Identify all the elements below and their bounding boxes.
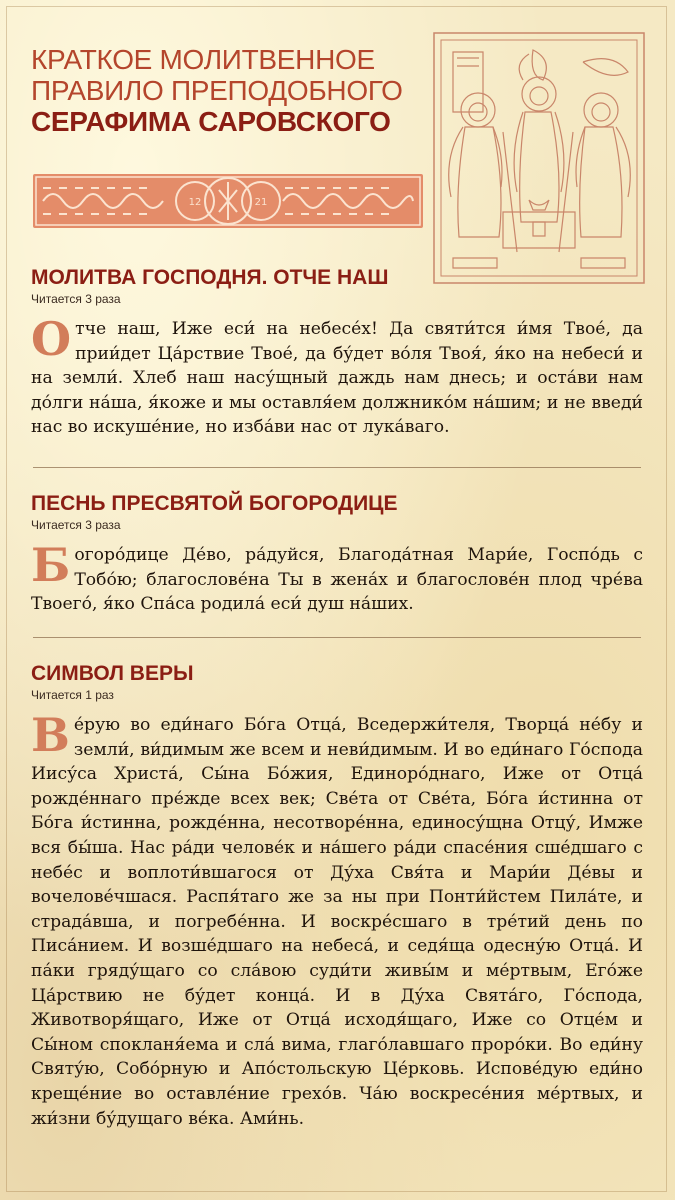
page-title	[31, 44, 431, 137]
section-subtitle: Читается 3 раза	[31, 292, 121, 306]
section-subtitle: Читается 1 раз	[31, 688, 114, 702]
section-creed	[31, 662, 643, 702]
ornament-band	[33, 174, 423, 228]
section-theotokos-hymn	[31, 492, 643, 532]
title-line-2: ПРАВИЛО ПРЕПОДОБНОГО	[31, 75, 403, 106]
prayer-text-theotokos	[31, 538, 643, 617]
prayer-text-creed	[31, 708, 643, 1131]
ornament-left-num: 12	[188, 197, 202, 208]
prayer-text-lords-prayer	[31, 312, 643, 440]
prayer-body: е́рую во еди́наго Бо́га Отца́, Вседержи́теля, Творца́ не́бу и земли́, ви́димым же всем и неви́димым. И во еди́наго Го́спода Иису́са Христа́, Сы́на Бо́жия, Единоро́днаго, Иже от Отца́ рожде́ннаго пре́жде всех век; Све́та от Све́та, Бо́га и́стинна от Бо́га и́стинна, рожде́нна, несотворе́нна, единосу́щна Отцу́, Имже вся бы́ша. Нас ра́ди челове́к и на́шего ра́ди спасе́ния сше́дшаго с небе́с и воплоти́вшагося от Ду́ха Свя́та и Мари́и Де́вы и вочелове́чшася. Распя́таго же за ны при Понти́йстем Пила́те, и страда́вша, и погребе́нна. И воскре́сшаго в тре́тий день по Писа́нием. И возше́дшаго на небеса́, и седя́ща одесну́ю Отца́. И па́ки гряду́щаго со сла́вою суди́ти живы́м и ме́ртвым, Его́же Ца́рствию не бу́дет конца́. И в Ду́ха Свята́го, Го́спода, Животворя́щаго, Иже от Отца́ исходя́щаго, Иже со Отце́м и Сы́ном спокланя́ема и сла́ вима, глаго́лавшаго проро́ки. Во еди́ну Святу́ю, Собо́рную и Апо́стольскую Це́рковь. Испове́дую еди́но креще́ние во оставле́ние грехо́в. Ча́ю воскресе́ния ме́ртвых, и жи́зни бу́дущаго ве́ка. Ами́нь.	[31, 715, 643, 1129]
prayer-body: огоро́дице Де́во, ра́дуйся, Благода́тная Мари́е, Госпо́дь с Тобо́ю; благослове́на Ты в жена́х и благослове́н плод чре́ва Твоего́, я́ко Спа́са родила́ еси́ душ на́ших.	[31, 545, 643, 615]
title-line-1: КРАТКОЕ МОЛИТВЕННОЕ	[31, 44, 375, 75]
section-lords-prayer	[31, 266, 643, 306]
title-line-3: СЕРАФИМА САРОВСКОГО	[31, 106, 391, 137]
divider	[33, 637, 641, 638]
section-subtitle: Читается 3 раза	[31, 518, 121, 532]
section-title: ПЕСНЬ ПРЕСВЯТОЙ БОГОРОДИЦЕ	[31, 492, 398, 515]
dropcap: Б	[31, 538, 71, 592]
section-title: СИМВОЛ ВЕРЫ	[31, 662, 194, 685]
divider	[33, 467, 641, 468]
trinity-icon	[433, 32, 645, 284]
section-title: МОЛИТВА ГОСПОДНЯ. ОТЧЕ НАШ	[31, 266, 389, 289]
prayer-body: тче наш, Иже еси́ на небесе́х! Да святи́тся и́мя Твое́, да прии́дет Ца́рствие Твое́, да бу́дет во́ля Твоя́, я́ко на небеси́ и на земли́. Хлеб наш насу́щный даждь нам днесь; и оста́ви нам до́лги на́ша, я́коже и мы оставля́ем должнико́м на́шим; и не введи́ нас во искуше́ние, но изба́ви нас от лука́ваго.	[31, 319, 643, 438]
ornament-right-num: 21	[254, 197, 268, 208]
dropcap: О	[31, 312, 72, 366]
dropcap: В	[31, 708, 70, 762]
